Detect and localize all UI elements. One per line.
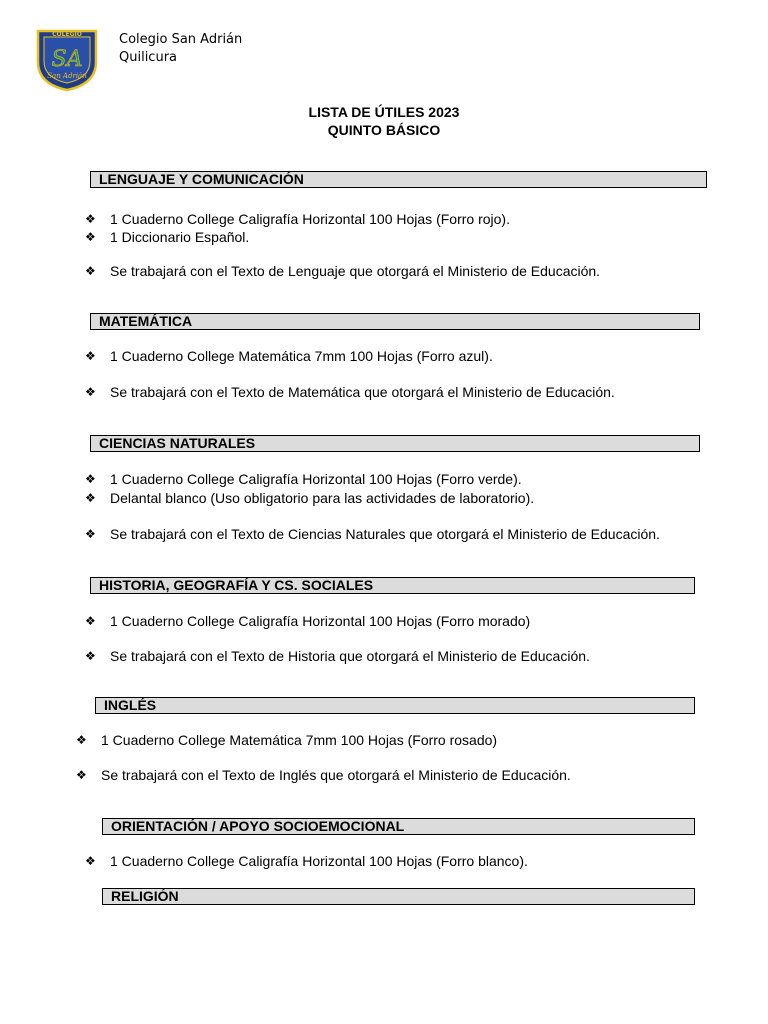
bullet-icon: ❖ <box>85 264 96 278</box>
bullet-icon: ❖ <box>85 349 96 363</box>
section-heading-matematica: MATEMÁTICA <box>90 313 700 330</box>
bullet-icon: ❖ <box>85 649 96 663</box>
bullet-icon: ❖ <box>85 854 96 868</box>
bullet-icon: ❖ <box>85 491 96 505</box>
bullet-icon: ❖ <box>85 472 96 486</box>
document-title: LISTA DE ÚTILES 2023 <box>308 104 460 120</box>
list-item-text: Se trabajará con el Texto de Lenguaje que otorgará el Ministerio de Educación. <box>110 263 601 279</box>
bullet-icon: ❖ <box>85 527 96 541</box>
document-subtitle: QUINTO BÁSICO <box>327 122 441 138</box>
list-item-text: 1 Cuaderno College Caligrafía Horizontal 100 Hojas (Forro blanco). <box>110 853 528 869</box>
bullet-icon: ❖ <box>76 768 87 782</box>
list-item-text: 1 Cuaderno College Matemática 7mm 100 Hojas (Forro azul). <box>110 348 493 364</box>
bullet-icon: ❖ <box>85 614 96 628</box>
logo-text-top: COLEGIO <box>52 31 82 38</box>
section-heading-religion: RELIGIÓN <box>102 888 695 905</box>
school-logo <box>35 26 99 92</box>
list-item-text: Se trabajará con el Texto de Inglés que otorgará el Ministerio de Educación. <box>101 767 571 783</box>
bullet-icon: ❖ <box>85 385 96 399</box>
list-item-text: Se trabajará con el Texto de Ciencias Naturales que otorgará el Ministerio de Educación. <box>110 526 660 542</box>
section-heading-ingles: INGLÉS <box>95 697 695 714</box>
list-item-text: 1 Cuaderno College Matemática 7mm 100 Hojas (Forro rosado) <box>101 732 498 748</box>
logo-text-bottom: San Adrián <box>47 72 87 80</box>
section-heading-lenguaje: LENGUAJE Y COMUNICACIÓN <box>90 171 707 188</box>
bullet-icon: ❖ <box>85 212 96 226</box>
section-heading-historia: HISTORIA, GEOGRAFÍA Y CS. SOCIALES <box>90 577 695 594</box>
bullet-icon: ❖ <box>85 230 96 244</box>
list-item-text: Se trabajará con el Texto de Matemática que otorgará el Ministerio de Educación. <box>110 384 615 400</box>
list-item-text: 1 Cuaderno College Caligrafía Horizontal 100 Hojas (Forro verde). <box>110 471 522 487</box>
list-item-text: 1 Diccionario Español. <box>110 229 250 245</box>
list-item-text: 1 Cuaderno College Caligrafía Horizontal 100 Hojas (Forro rojo). <box>110 211 510 227</box>
section-heading-orientacion: ORIENTACIÓN / APOYO SOCIOEMOCIONAL <box>102 818 695 835</box>
school-city: Quilicura <box>119 50 178 65</box>
logo-monogram: SA <box>51 47 83 72</box>
list-item-text: 1 Cuaderno College Caligrafía Horizontal 100 Hojas (Forro morado) <box>110 613 531 629</box>
list-item-text: Delantal blanco (Uso obligatorio para las actividades de laboratorio). <box>110 490 535 506</box>
bullet-icon: ❖ <box>76 733 87 747</box>
list-item-text: Se trabajará con el Texto de Historia que otorgará el Ministerio de Educación. <box>110 648 590 664</box>
school-name: Colegio San Adrián <box>119 32 243 47</box>
section-heading-ciencias: CIENCIAS NATURALES <box>90 435 700 452</box>
